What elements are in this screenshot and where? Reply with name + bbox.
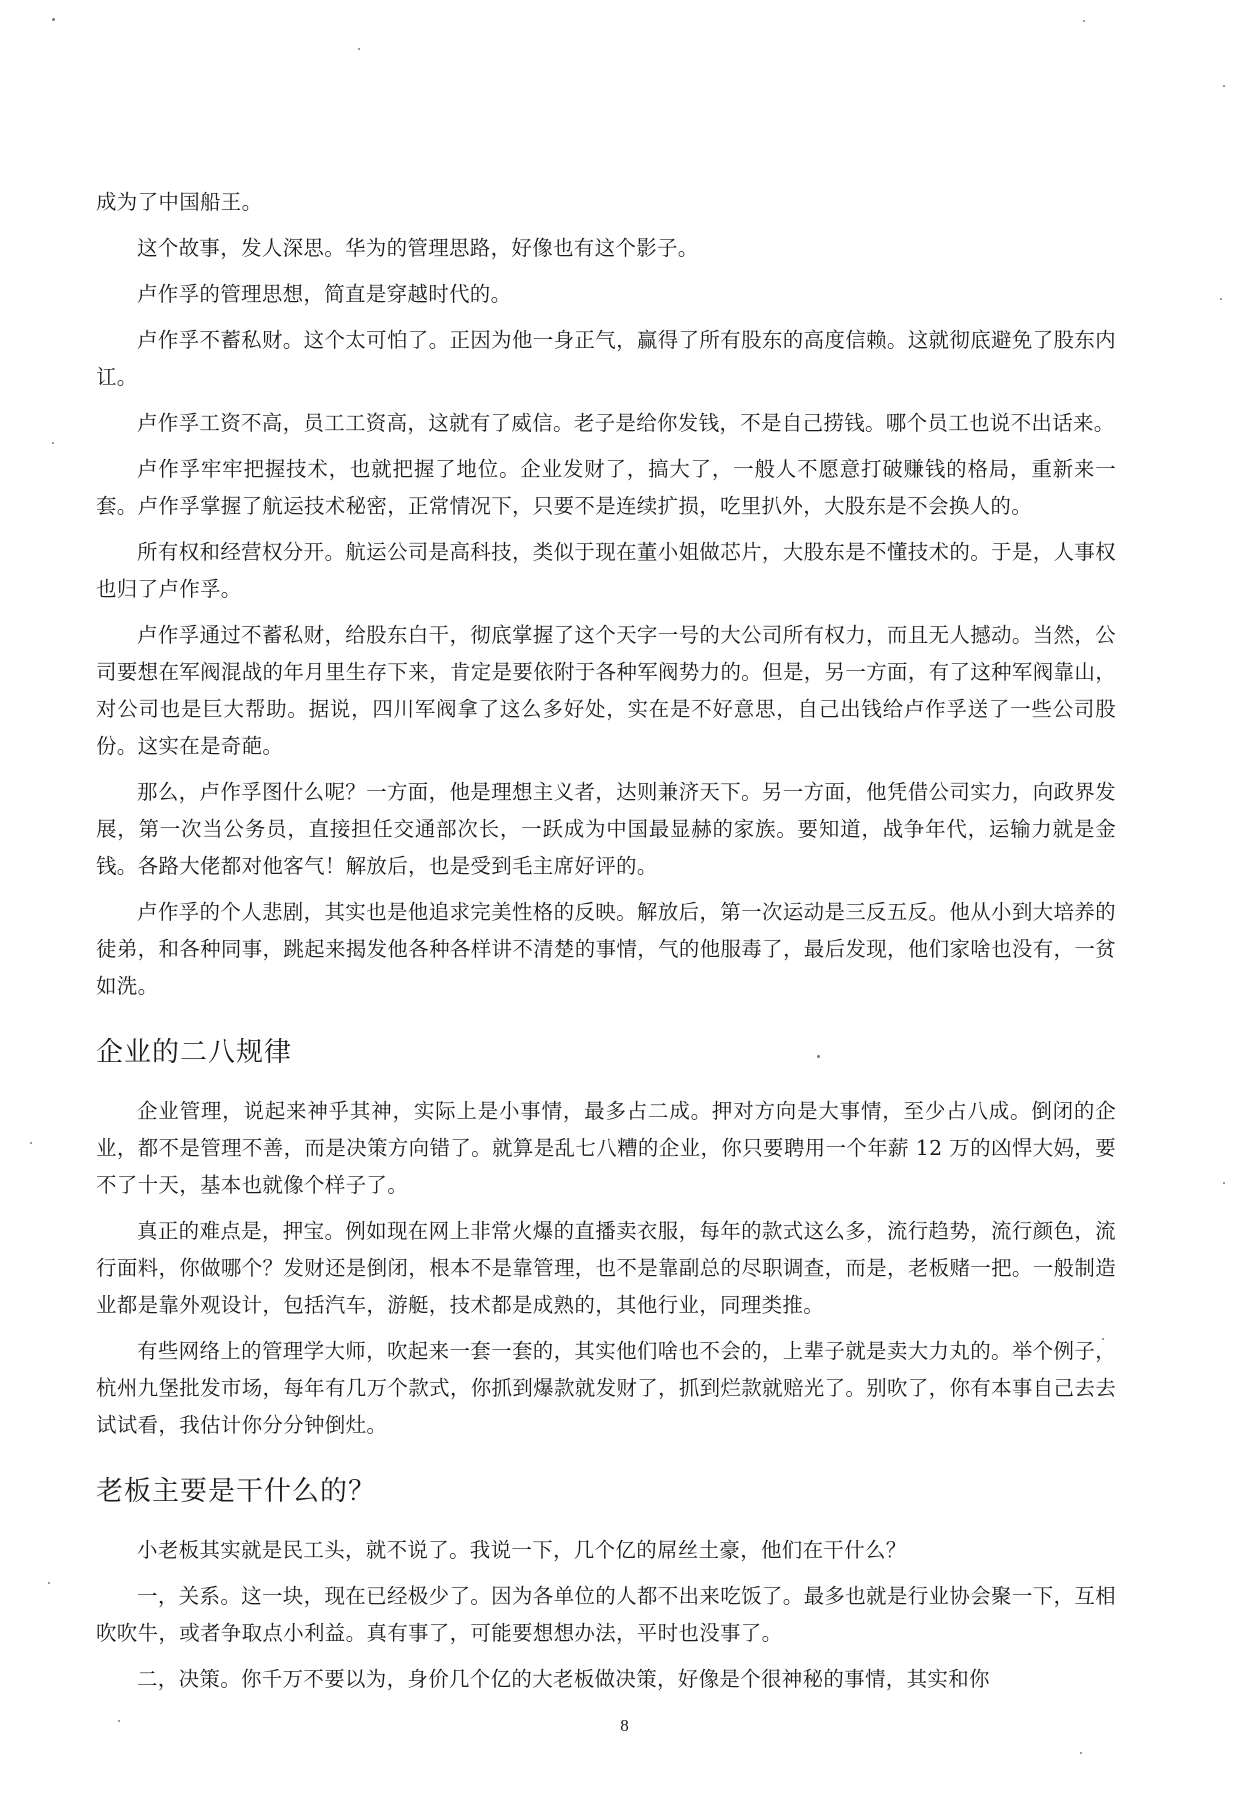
scan-speck bbox=[1223, 1182, 1225, 1184]
paragraph: 成为了中国船王。 bbox=[96, 190, 263, 214]
scan-speck bbox=[1220, 298, 1222, 300]
scan-speck bbox=[48, 1582, 50, 1584]
paragraph: 那么，卢作孚图什么呢？一方面，他是理想主义者，达则兼济天下。另一方面，他凭借公司实力，向政界发展，第一次当公务员，直接担任交通部次长，一跃成为中国最显赫的家族。要知道，战争年代，运输力就是金钱。各路大佬都对他客气！解放后，也是受到毛主席好评的。 bbox=[96, 780, 1116, 878]
section-heading: 老板主要是干什么的？ bbox=[96, 1476, 376, 1507]
paragraph: 真正的难点是，押宝。例如现在网上非常火爆的直播卖衣服，每年的款式这么多，流行趋势，流行颜色，流行面料，你做哪个？发财还是倒闭，根本不是靠管理，也不是靠副总的尽职调查，而是，老板赌一把。一般制造业都是靠外观设计，包括汽车，游艇，技术都是成熟的，其他行业，同理类推。 bbox=[96, 1219, 1116, 1317]
paragraph: 卢作孚牢牢把握技术，也就把握了地位。企业发财了，搞大了，一般人不愿意打破赚钱的格局，重新来一套。卢作孚掌握了航运技术秘密，正常情况下，只要不是连续扩损，吃里扒外，大股东是不会换人的。 bbox=[96, 457, 1116, 518]
paragraph: 卢作孚的管理思想，简直是穿越时代的。 bbox=[137, 282, 512, 306]
scan-speck bbox=[1080, 1752, 1082, 1754]
paragraph: 二，决策。你千万不要以为，身价几个亿的大老板做决策，好像是个很神秘的事情，其实和你 bbox=[137, 1667, 990, 1691]
paragraph: 卢作孚不蓄私财。这个太可怕了。正因为他一身正气，赢得了所有股东的高度信赖。这就彻底避免了股东内讧。 bbox=[96, 328, 1116, 389]
paragraph: 卢作孚通过不蓄私财，给股东白干，彻底掌握了这个天字一号的大公司所有权力，而且无人撼动。当然，公司要想在军阀混战的年月里生存下来，肯定是要依附于各种军阀势力的。但是，另一方面，有了这种军阀靠山，对公司也是巨大帮助。据说，四川军阀拿了这么多好处，实在是不好意思，自己出钱给卢作孚送了一些公司股份。这实在是奇葩。 bbox=[96, 623, 1116, 758]
page-number: 8 bbox=[620, 1716, 629, 1735]
paragraph: 一，关系。这一块，现在已经极少了。因为各单位的人都不出来吃饭了。最多也就是行业协会聚一下，互相吹吹牛，或者争取点小利益。真有事了，可能要想想办法，平时也没事了。 bbox=[96, 1584, 1116, 1645]
scan-speck bbox=[1083, 20, 1085, 22]
paragraph: 小老板其实就是民工头，就不说了。我说一下，几个亿的屌丝土豪，他们在干什么？ bbox=[137, 1538, 907, 1562]
paragraph: 卢作孚工资不高，员工工资高，这就有了威信。老子是给你发钱，不是自己捞钱。哪个员工也说不出话来。 bbox=[137, 411, 1115, 435]
scan-speck bbox=[358, 48, 360, 50]
paragraph: 企业管理，说起来神乎其神，实际上是小事情，最多占二成。押对方向是大事情，至少占八成。倒闭的企业，都不是管理不善，而是决策方向错了。就算是乱七八糟的企业，你只要聘用一个年薪 12 万的凶悍大妈，要不了十天，基本也就像个样子了。 bbox=[96, 1099, 1116, 1197]
paragraph: 有些网络上的管理学大师，吹起来一套一套的，其实他们啥也不会的，上辈子就是卖大力丸的。举个例子，杭州九堡批发市场，每年有几万个款式，你抓到爆款就发财了，抓到烂款就赔光了。别吹了，你有本事自己去去试试看，我估计你分分钟倒灶。 bbox=[96, 1339, 1116, 1437]
section-heading: 企业的二八规律 bbox=[96, 1037, 292, 1068]
paragraph: 卢作孚的个人悲剧，其实也是他追求完美性格的反映。解放后，第一次运动是三反五反。他从小到大培养的徒弟，和各种同事，跳起来揭发他各种各样讲不清楚的事情，气的他服毒了，最后发现，他们家啥也没有，一贫如洗。 bbox=[96, 900, 1116, 998]
scan-speck bbox=[52, 18, 55, 21]
scan-speck bbox=[30, 1142, 32, 1144]
document-body bbox=[96, 184, 1116, 1707]
scan-speck bbox=[52, 442, 54, 444]
paragraph: 这个故事，发人深思。华为的管理思路，好像也有这个影子。 bbox=[137, 236, 699, 260]
paragraph: 所有权和经营权分开。航运公司是高科技，类似于现在董小姐做芯片，大股东是不懂技术的。于是，人事权也归了卢作孚。 bbox=[96, 540, 1116, 601]
scan-speck bbox=[1223, 85, 1225, 87]
